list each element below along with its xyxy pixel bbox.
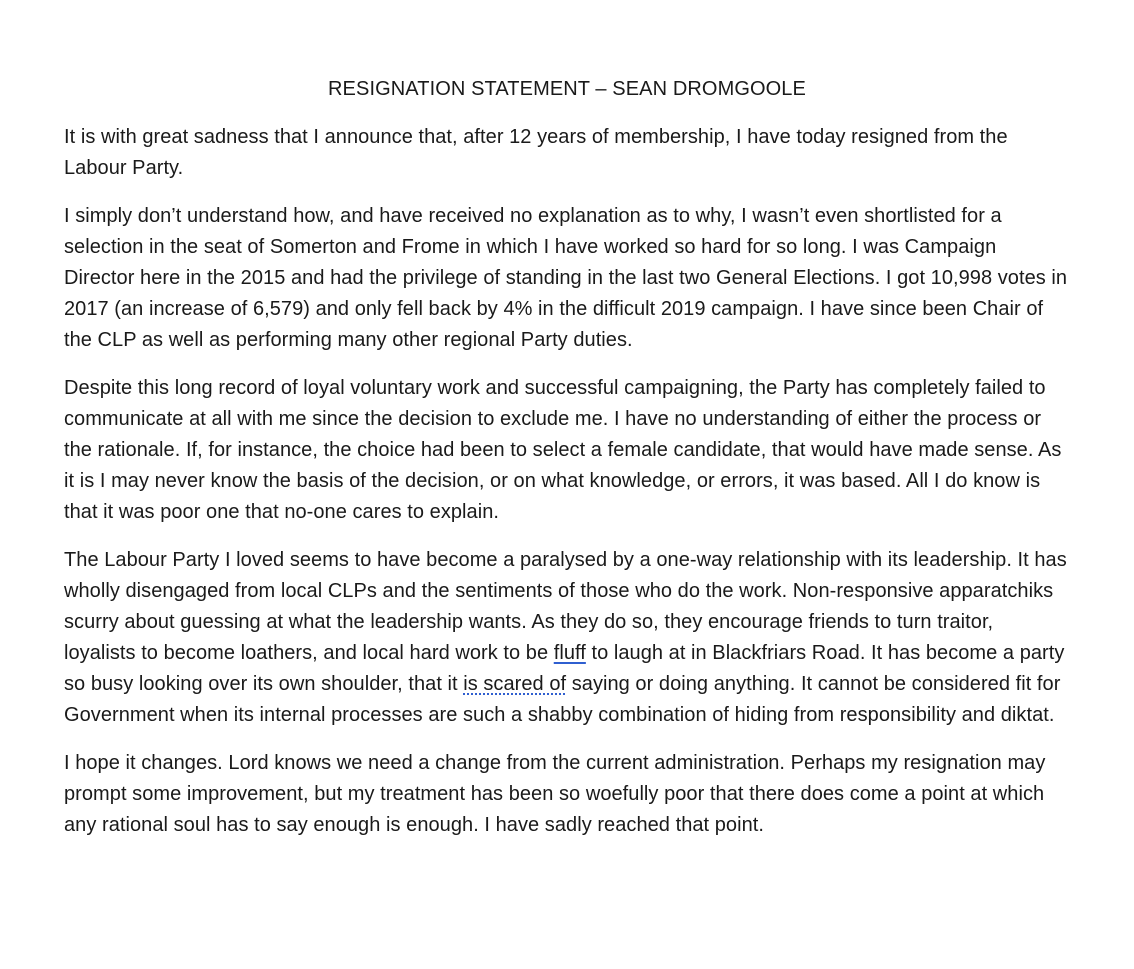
spelling-flag-fluff[interactable]: fluff [553, 642, 586, 664]
document-page [64, 74, 1070, 858]
paragraph-4-text-3: saying or doing anything. It cannot be considered fit for Government when its internal processes are such a shabby combination of hiding from responsibility and diktat. [64, 673, 1061, 726]
paragraph-4-text-2: to laugh at in Blackfriars Road. It has become a party so busy looking over its own shoulder, that it [64, 642, 1065, 695]
grammar-flag-is-scared-of[interactable]: is scared of [463, 673, 567, 695]
paragraph-1: It is with great sadness that I announce that, after 12 years of membership, I have today resigned from the Labour Party. [64, 126, 1008, 179]
paragraph-4-text-1: The Labour Party I loved seems to have become a paralysed by a one-way relationship with its leadership. It has wholly disengaged from local CLPs and the sentiments of those who do the work. Non-responsive apparatchiks scurry about guessing at what the leadership wants. As they do so, they encourage friends to turn traitor, loyalists to become loathers, and local hard work to be [64, 549, 1067, 664]
paragraph-5: I hope it changes. Lord knows we need a change from the current administration. Perhaps my resignation may prompt some improvement, but my treatment has been so woefully poor that there does come a point at which any rational soul has to say enough is enough. I have sadly reached that point. [64, 752, 1046, 836]
document-title: RESIGNATION STATEMENT – SEAN DROMGOOLE [328, 78, 806, 100]
paragraph-3: Despite this long record of loyal voluntary work and successful campaigning, the Party has completely failed to communicate at all with me since the decision to exclude me. I have no understanding of either the process or the rationale. If, for instance, the choice had been to select a female candidate, that would have made sense. As it is I may never know the basis of the decision, or on what knowledge, or errors, it was based. All I do know is that it was poor one that no-one cares to explain. [64, 377, 1062, 523]
paragraph-2: I simply don’t understand how, and have received no explanation as to why, I wasn’t even shortlisted for a selection in the seat of Somerton and Frome in which I have worked so hard for so long. I was Campaign Director here in the 2015 and had the privilege of standing in the last two General Elections. I got 10,998 votes in 2017 (an increase of 6,579) and only fell back by 4% in the difficult 2019 campaign. I have since been Chair of the CLP as well as performing many other regional Party duties. [64, 205, 1068, 351]
paragraph-4 [64, 545, 1070, 731]
